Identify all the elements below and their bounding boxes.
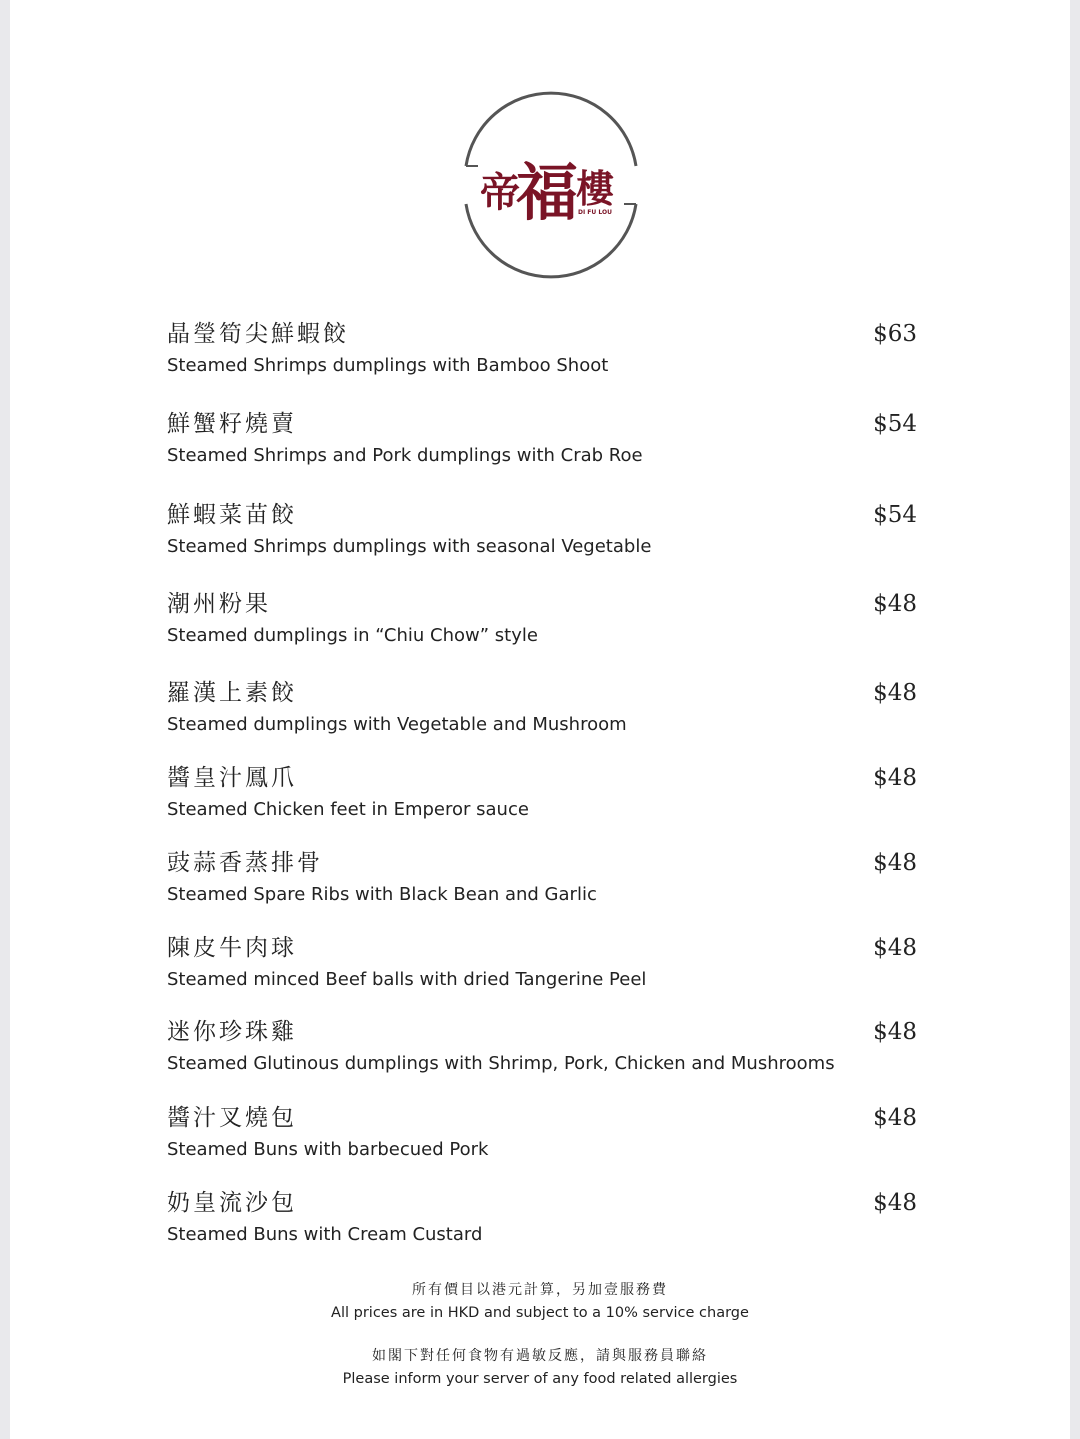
item-name-english: Steamed Spare Ribs with Black Bean and Garlic [167,884,597,905]
menu-item [167,319,917,389]
item-price: $48 [873,591,917,617]
item-price: $63 [873,321,917,347]
item-name-english: Steamed Chicken feet in Emperor sauce [167,799,529,820]
item-price: $48 [873,1019,917,1045]
service-charge-note-english: All prices are in HKD and subject to a 10% service charge [331,1305,749,1321]
item-price: $48 [873,1190,917,1216]
logo-char-1: 帝 [480,169,520,216]
item-name-english: Steamed Buns with Cream Custard [167,1224,483,1245]
menu-item [167,589,917,659]
menu-item [167,500,917,570]
item-name-chinese: 陳皮牛肉球 [167,935,297,961]
item-name-chinese: 鮮蝦菜苗餃 [167,502,297,528]
menu-item [167,409,917,479]
item-name-english: Steamed dumplings with Vegetable and Mushroom [167,714,627,735]
service-charge-note-chinese: 所有價目以港元計算，另加壹服務費 [412,1282,668,1298]
menu-item [167,848,917,918]
item-name-english: Steamed Shrimps dumplings with Bamboo Shoot [167,355,609,376]
item-price: $54 [873,411,917,437]
item-name-english: Steamed dumplings in “Chiu Chow” style [167,625,538,646]
item-name-english: Steamed Shrimps and Pork dumplings with Crab Roe [167,445,643,466]
logo-char-3: 樓 [576,166,615,211]
item-name-chinese: 醬皇汁鳳爪 [167,765,297,791]
item-price: $48 [873,935,917,961]
item-name-chinese: 鮮蟹籽燒賣 [167,411,297,437]
menu-item [167,1188,917,1258]
menu-item [167,1017,917,1087]
item-name-chinese: 醬汁叉燒包 [167,1105,297,1131]
item-name-english: Steamed Glutinous dumplings with Shrimp, Pork, Chicken and Mushrooms [167,1053,835,1074]
logo-english-name: DI FU LOU [578,209,612,216]
allergy-note-chinese: 如閣下對任何食物有過敏反應，請與服務員聯絡 [372,1348,708,1364]
item-price: $48 [873,1105,917,1131]
allergy-note-english: Please inform your server of any food related allergies [342,1371,738,1387]
item-price: $54 [873,502,917,528]
menu-item [167,678,917,748]
menu-item [167,763,917,833]
menu-item [167,1103,917,1173]
menu-item [167,933,917,1003]
item-price: $48 [873,850,917,876]
item-name-chinese: 豉蒜香蒸排骨 [167,850,323,876]
item-name-english: Steamed Buns with barbecued Pork [167,1139,489,1160]
item-name-chinese: 晶瑩筍尖鮮蝦餃 [167,321,349,347]
item-name-chinese: 潮州粉果 [167,591,271,617]
item-name-chinese: 羅漢上素餃 [167,680,297,706]
logo-char-2: 福 [516,156,579,229]
item-name-chinese: 奶皇流沙包 [167,1190,297,1216]
item-price: $48 [873,765,917,791]
item-price: $48 [873,680,917,706]
restaurant-logo [458,88,644,280]
menu-page [10,0,1070,1439]
item-name-english: Steamed minced Beef balls with dried Tangerine Peel [167,969,647,990]
item-name-english: Steamed Shrimps dumplings with seasonal Vegetable [167,536,652,557]
item-name-chinese: 迷你珍珠雞 [167,1019,297,1045]
